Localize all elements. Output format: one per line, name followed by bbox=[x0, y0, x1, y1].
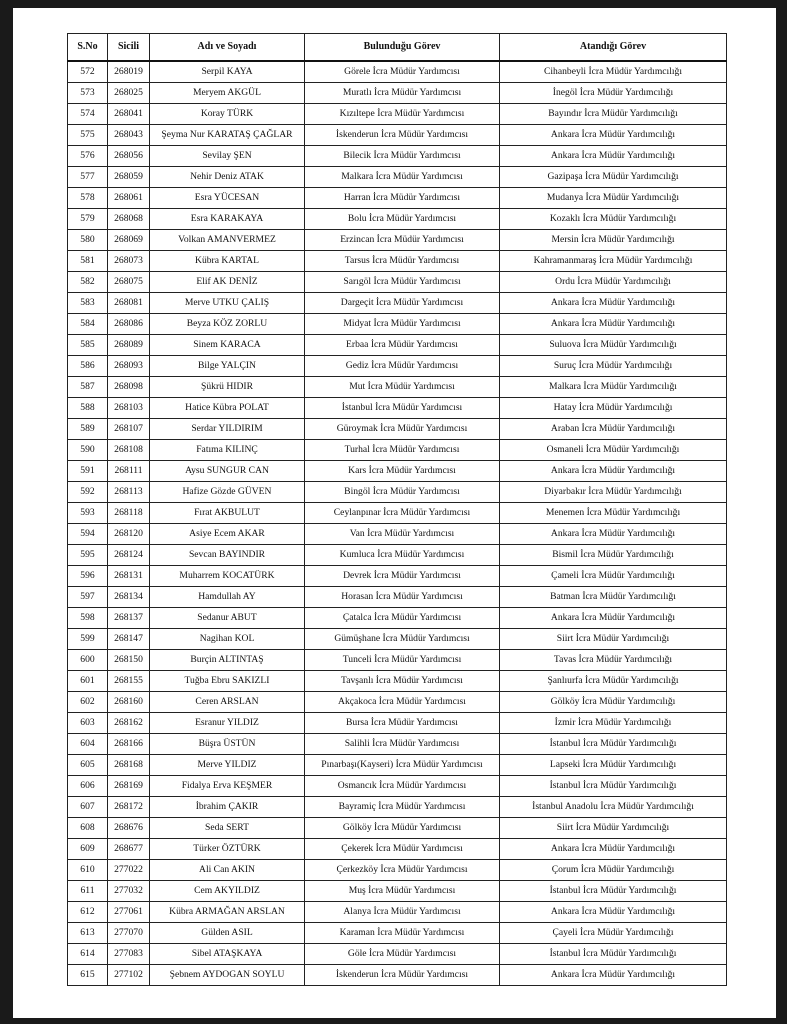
table-row bbox=[68, 797, 727, 818]
cell-name: Esra KARAKAYA bbox=[150, 209, 305, 230]
cell-sicil: 268069 bbox=[108, 230, 150, 251]
cell-assigned-post: Cihanbeyli İcra Müdür Yardımcılığı bbox=[500, 61, 727, 83]
cell-sno: 594 bbox=[68, 524, 108, 545]
cell-assigned-post: Ankara İcra Müdür Yardımcılığı bbox=[500, 146, 727, 167]
cell-sno: 581 bbox=[68, 251, 108, 272]
cell-assigned-post: Çayeli İcra Müdür Yardımcılığı bbox=[500, 923, 727, 944]
cell-assigned-post: Kozaklı İcra Müdür Yardımcılığı bbox=[500, 209, 727, 230]
cell-sicil: 268134 bbox=[108, 587, 150, 608]
cell-current-post: Bursa İcra Müdür Yardımcısı bbox=[305, 713, 500, 734]
cell-sno: 601 bbox=[68, 671, 108, 692]
cell-sicil: 277102 bbox=[108, 965, 150, 986]
table-row bbox=[68, 566, 727, 587]
cell-sno: 613 bbox=[68, 923, 108, 944]
cell-assigned-post: Ankara İcra Müdür Yardımcılığı bbox=[500, 314, 727, 335]
cell-assigned-post: Mudanya İcra Müdür Yardımcılığı bbox=[500, 188, 727, 209]
cell-assigned-post: Menemen İcra Müdür Yardımcılığı bbox=[500, 503, 727, 524]
table-row bbox=[68, 419, 727, 440]
table-row bbox=[68, 125, 727, 146]
cell-sno: 595 bbox=[68, 545, 108, 566]
cell-assigned-post: Suruç İcra Müdür Yardımcılığı bbox=[500, 356, 727, 377]
cell-sno: 591 bbox=[68, 461, 108, 482]
header-sno: S.No bbox=[68, 34, 108, 62]
table-row bbox=[68, 83, 727, 104]
cell-name: Bilge YALÇIN bbox=[150, 356, 305, 377]
cell-assigned-post: Çorum İcra Müdür Yardımcılığı bbox=[500, 860, 727, 881]
cell-sicil: 268073 bbox=[108, 251, 150, 272]
table-row bbox=[68, 671, 727, 692]
table-row bbox=[68, 188, 727, 209]
table-row bbox=[68, 461, 727, 482]
cell-assigned-post: İzmir İcra Müdür Yardımcılığı bbox=[500, 713, 727, 734]
document-page bbox=[13, 8, 776, 1018]
cell-current-post: İskenderun İcra Müdür Yardımcısı bbox=[305, 125, 500, 146]
cell-sno: 592 bbox=[68, 482, 108, 503]
cell-sno: 609 bbox=[68, 839, 108, 860]
cell-sicil: 268120 bbox=[108, 524, 150, 545]
cell-current-post: Malkara İcra Müdür Yardımcısı bbox=[305, 167, 500, 188]
cell-sicil: 277083 bbox=[108, 944, 150, 965]
cell-current-post: Osmancık İcra Müdür Yardımcısı bbox=[305, 776, 500, 797]
cell-sicil: 268676 bbox=[108, 818, 150, 839]
cell-sno: 610 bbox=[68, 860, 108, 881]
cell-sno: 612 bbox=[68, 902, 108, 923]
cell-assigned-post: Ankara İcra Müdür Yardımcılığı bbox=[500, 125, 727, 146]
cell-current-post: Kars İcra Müdür Yardımcısı bbox=[305, 461, 500, 482]
cell-name: Ali Can AKIN bbox=[150, 860, 305, 881]
cell-current-post: Bingöl İcra Müdür Yardımcısı bbox=[305, 482, 500, 503]
cell-current-post: Kumluca İcra Müdür Yardımcısı bbox=[305, 545, 500, 566]
cell-name: Hamdullah AY bbox=[150, 587, 305, 608]
table-row bbox=[68, 356, 727, 377]
table-row bbox=[68, 692, 727, 713]
cell-sno: 574 bbox=[68, 104, 108, 125]
cell-sicil: 268103 bbox=[108, 398, 150, 419]
cell-name: Elif AK DENİZ bbox=[150, 272, 305, 293]
cell-sicil: 268089 bbox=[108, 335, 150, 356]
cell-assigned-post: Gölköy İcra Müdür Yardımcılığı bbox=[500, 692, 727, 713]
cell-assigned-post: Şanlıurfa İcra Müdür Yardımcılığı bbox=[500, 671, 727, 692]
table-row bbox=[68, 650, 727, 671]
table-row bbox=[68, 398, 727, 419]
cell-current-post: Kızıltepe İcra Müdür Yardımcısı bbox=[305, 104, 500, 125]
cell-sno: 596 bbox=[68, 566, 108, 587]
cell-name: Hatice Kübra POLAT bbox=[150, 398, 305, 419]
cell-name: Burçin ALTINTAŞ bbox=[150, 650, 305, 671]
cell-sicil: 268131 bbox=[108, 566, 150, 587]
cell-sno: 584 bbox=[68, 314, 108, 335]
cell-name: Türker ÖZTÜRK bbox=[150, 839, 305, 860]
cell-current-post: Göle İcra Müdür Yardımcısı bbox=[305, 944, 500, 965]
cell-sno: 587 bbox=[68, 377, 108, 398]
cell-current-post: Sarıgöl İcra Müdür Yardımcısı bbox=[305, 272, 500, 293]
table-row bbox=[68, 944, 727, 965]
cell-name: Esranur YILDIZ bbox=[150, 713, 305, 734]
cell-name: Koray TÜRK bbox=[150, 104, 305, 125]
cell-current-post: Akçakoca İcra Müdür Yardımcısı bbox=[305, 692, 500, 713]
cell-sicil: 268150 bbox=[108, 650, 150, 671]
cell-sicil: 268075 bbox=[108, 272, 150, 293]
table-row bbox=[68, 209, 727, 230]
cell-current-post: Salihli İcra Müdür Yardımcısı bbox=[305, 734, 500, 755]
cell-sno: 607 bbox=[68, 797, 108, 818]
cell-sicil: 268041 bbox=[108, 104, 150, 125]
cell-sno: 608 bbox=[68, 818, 108, 839]
cell-current-post: Çerkezköy İcra Müdür Yardımcısı bbox=[305, 860, 500, 881]
table-row bbox=[68, 587, 727, 608]
cell-name: Gülden ASIL bbox=[150, 923, 305, 944]
table-row bbox=[68, 272, 727, 293]
cell-assigned-post: Suluova İcra Müdür Yardımcılığı bbox=[500, 335, 727, 356]
cell-current-post: İstanbul İcra Müdür Yardımcısı bbox=[305, 398, 500, 419]
table-body bbox=[68, 61, 727, 986]
cell-sicil: 277022 bbox=[108, 860, 150, 881]
cell-sno: 580 bbox=[68, 230, 108, 251]
cell-sicil: 268056 bbox=[108, 146, 150, 167]
cell-sicil: 268043 bbox=[108, 125, 150, 146]
cell-sicil: 268113 bbox=[108, 482, 150, 503]
cell-assigned-post: Tavas İcra Müdür Yardımcılığı bbox=[500, 650, 727, 671]
cell-current-post: Ceylanpınar İcra Müdür Yardımcısı bbox=[305, 503, 500, 524]
table-row bbox=[68, 545, 727, 566]
table-row bbox=[68, 61, 727, 83]
cell-sno: 589 bbox=[68, 419, 108, 440]
cell-name: Asiye Ecem AKAR bbox=[150, 524, 305, 545]
cell-sno: 615 bbox=[68, 965, 108, 986]
cell-sno: 593 bbox=[68, 503, 108, 524]
cell-assigned-post: Lapseki İcra Müdür Yardımcılığı bbox=[500, 755, 727, 776]
cell-assigned-post: Diyarbakır İcra Müdür Yardımcılığı bbox=[500, 482, 727, 503]
cell-current-post: Güroymak İcra Müdür Yardımcısı bbox=[305, 419, 500, 440]
table-row bbox=[68, 755, 727, 776]
cell-current-post: Turhal İcra Müdür Yardımcısı bbox=[305, 440, 500, 461]
table-row bbox=[68, 251, 727, 272]
table-row bbox=[68, 608, 727, 629]
cell-current-post: Gölköy İcra Müdür Yardımcısı bbox=[305, 818, 500, 839]
cell-sicil: 277070 bbox=[108, 923, 150, 944]
cell-sicil: 268019 bbox=[108, 61, 150, 83]
cell-current-post: Gümüşhane İcra Müdür Yardımcısı bbox=[305, 629, 500, 650]
table-row bbox=[68, 335, 727, 356]
cell-assigned-post: Kahramanmaraş İcra Müdür Yardımcılığı bbox=[500, 251, 727, 272]
cell-sno: 611 bbox=[68, 881, 108, 902]
cell-current-post: Çekerek İcra Müdür Yardımcısı bbox=[305, 839, 500, 860]
cell-sicil: 268118 bbox=[108, 503, 150, 524]
cell-name: Beyza KÖZ ZORLU bbox=[150, 314, 305, 335]
cell-sno: 590 bbox=[68, 440, 108, 461]
cell-sno: 602 bbox=[68, 692, 108, 713]
table-row bbox=[68, 839, 727, 860]
cell-sicil: 268086 bbox=[108, 314, 150, 335]
cell-sicil: 268108 bbox=[108, 440, 150, 461]
cell-assigned-post: Ankara İcra Müdür Yardımcılığı bbox=[500, 608, 727, 629]
table-row bbox=[68, 965, 727, 986]
cell-assigned-post: Ankara İcra Müdür Yardımcılığı bbox=[500, 524, 727, 545]
cell-sno: 597 bbox=[68, 587, 108, 608]
cell-sno: 614 bbox=[68, 944, 108, 965]
cell-assigned-post: Ankara İcra Müdür Yardımcılığı bbox=[500, 902, 727, 923]
cell-name: Sevilay ŞEN bbox=[150, 146, 305, 167]
cell-sno: 600 bbox=[68, 650, 108, 671]
cell-sicil: 268677 bbox=[108, 839, 150, 860]
table-row bbox=[68, 902, 727, 923]
cell-name: Fatıma KILINÇ bbox=[150, 440, 305, 461]
cell-sicil: 268160 bbox=[108, 692, 150, 713]
cell-sno: 603 bbox=[68, 713, 108, 734]
cell-name: Muharrem KOCATÜRK bbox=[150, 566, 305, 587]
cell-name: Merve YILDIZ bbox=[150, 755, 305, 776]
cell-sno: 586 bbox=[68, 356, 108, 377]
cell-sicil: 277061 bbox=[108, 902, 150, 923]
cell-current-post: Van İcra Müdür Yardımcısı bbox=[305, 524, 500, 545]
cell-current-post: Harran İcra Müdür Yardımcısı bbox=[305, 188, 500, 209]
cell-current-post: Görele İcra Müdür Yardımcısı bbox=[305, 61, 500, 83]
cell-name: Nehir Deniz ATAK bbox=[150, 167, 305, 188]
cell-current-post: Dargeçit İcra Müdür Yardımcısı bbox=[305, 293, 500, 314]
cell-current-post: Bayramiç İcra Müdür Yardımcısı bbox=[305, 797, 500, 818]
cell-sno: 577 bbox=[68, 167, 108, 188]
cell-assigned-post: Çameli İcra Müdür Yardımcılığı bbox=[500, 566, 727, 587]
cell-current-post: Karaman İcra Müdür Yardımcısı bbox=[305, 923, 500, 944]
cell-current-post: Devrek İcra Müdür Yardımcısı bbox=[305, 566, 500, 587]
cell-sicil: 268098 bbox=[108, 377, 150, 398]
cell-assigned-post: Bayındır İcra Müdür Yardımcılığı bbox=[500, 104, 727, 125]
cell-sno: 583 bbox=[68, 293, 108, 314]
cell-assigned-post: İstanbul İcra Müdür Yardımcılığı bbox=[500, 944, 727, 965]
cell-sicil: 268162 bbox=[108, 713, 150, 734]
cell-sicil: 268068 bbox=[108, 209, 150, 230]
cell-name: Esra YÜCESAN bbox=[150, 188, 305, 209]
cell-sno: 575 bbox=[68, 125, 108, 146]
cell-assigned-post: Mersin İcra Müdür Yardımcılığı bbox=[500, 230, 727, 251]
cell-sicil: 268137 bbox=[108, 608, 150, 629]
header-sicil: Sicili bbox=[108, 34, 150, 62]
cell-sno: 578 bbox=[68, 188, 108, 209]
cell-name: Şeyma Nur KARATAŞ ÇAĞLAR bbox=[150, 125, 305, 146]
cell-current-post: İskenderun İcra Müdür Yardımcısı bbox=[305, 965, 500, 986]
cell-sicil: 268107 bbox=[108, 419, 150, 440]
cell-sicil: 268155 bbox=[108, 671, 150, 692]
cell-sno: 605 bbox=[68, 755, 108, 776]
cell-name: Kübra ARMAĞAN ARSLAN bbox=[150, 902, 305, 923]
cell-current-post: Tavşanlı İcra Müdür Yardımcısı bbox=[305, 671, 500, 692]
cell-assigned-post: Bismil İcra Müdür Yardımcılığı bbox=[500, 545, 727, 566]
cell-name: Sedanur ABUT bbox=[150, 608, 305, 629]
cell-name: İbrahim ÇAKIR bbox=[150, 797, 305, 818]
cell-name: Meryem AKGÜL bbox=[150, 83, 305, 104]
cell-assigned-post: Siirt İcra Müdür Yardımcılığı bbox=[500, 818, 727, 839]
cell-sno: 573 bbox=[68, 83, 108, 104]
cell-current-post: Muratlı İcra Müdür Yardımcısı bbox=[305, 83, 500, 104]
cell-assigned-post: Siirt İcra Müdür Yardımcılığı bbox=[500, 629, 727, 650]
cell-assigned-post: İnegöl İcra Müdür Yardımcılığı bbox=[500, 83, 727, 104]
cell-sno: 576 bbox=[68, 146, 108, 167]
table-row bbox=[68, 146, 727, 167]
cell-name: Serpil KAYA bbox=[150, 61, 305, 83]
cell-sicil: 277032 bbox=[108, 881, 150, 902]
cell-current-post: Bolu İcra Müdür Yardımcısı bbox=[305, 209, 500, 230]
cell-sicil: 268111 bbox=[108, 461, 150, 482]
cell-name: Serdar YILDIRIM bbox=[150, 419, 305, 440]
cell-sno: 604 bbox=[68, 734, 108, 755]
table-header-row bbox=[68, 34, 727, 62]
table-row bbox=[68, 503, 727, 524]
table-row bbox=[68, 230, 727, 251]
table-row bbox=[68, 377, 727, 398]
cell-name: Tuğba Ebru SAKIZLI bbox=[150, 671, 305, 692]
cell-name: Seda SERT bbox=[150, 818, 305, 839]
table-row bbox=[68, 104, 727, 125]
cell-sno: 579 bbox=[68, 209, 108, 230]
cell-current-post: Tunceli İcra Müdür Yardımcısı bbox=[305, 650, 500, 671]
table-row bbox=[68, 860, 727, 881]
cell-assigned-post: Malkara İcra Müdür Yardımcılığı bbox=[500, 377, 727, 398]
table-row bbox=[68, 776, 727, 797]
cell-name: Ceren ARSLAN bbox=[150, 692, 305, 713]
cell-current-post: Horasan İcra Müdür Yardımcısı bbox=[305, 587, 500, 608]
table-row bbox=[68, 713, 727, 734]
cell-name: Cem AKYILDIZ bbox=[150, 881, 305, 902]
table-row bbox=[68, 818, 727, 839]
table-row bbox=[68, 167, 727, 188]
cell-current-post: Erzincan İcra Müdür Yardımcısı bbox=[305, 230, 500, 251]
cell-name: Sibel ATAŞKAYA bbox=[150, 944, 305, 965]
cell-current-post: Mut İcra Müdür Yardımcısı bbox=[305, 377, 500, 398]
cell-sno: 598 bbox=[68, 608, 108, 629]
cell-sicil: 268081 bbox=[108, 293, 150, 314]
cell-sno: 606 bbox=[68, 776, 108, 797]
cell-current-post: Tarsus İcra Müdür Yardımcısı bbox=[305, 251, 500, 272]
table-row bbox=[68, 314, 727, 335]
cell-assigned-post: Gazipaşa İcra Müdür Yardımcılığı bbox=[500, 167, 727, 188]
cell-sicil: 268025 bbox=[108, 83, 150, 104]
cell-name: Şebnem AYDOGAN SOYLU bbox=[150, 965, 305, 986]
table-row bbox=[68, 923, 727, 944]
cell-assigned-post: Hatay İcra Müdür Yardımcılığı bbox=[500, 398, 727, 419]
table-row bbox=[68, 881, 727, 902]
cell-sicil: 268059 bbox=[108, 167, 150, 188]
cell-name: Fidalya Erva KEŞMER bbox=[150, 776, 305, 797]
cell-sicil: 268166 bbox=[108, 734, 150, 755]
cell-sicil: 268147 bbox=[108, 629, 150, 650]
cell-sicil: 268169 bbox=[108, 776, 150, 797]
cell-assigned-post: Ankara İcra Müdür Yardımcılığı bbox=[500, 965, 727, 986]
cell-name: Kübra KARTAL bbox=[150, 251, 305, 272]
cell-sicil: 268124 bbox=[108, 545, 150, 566]
header-current-post: Bulunduğu Görev bbox=[305, 34, 500, 62]
table-row bbox=[68, 293, 727, 314]
table-row bbox=[68, 482, 727, 503]
cell-assigned-post: İstanbul İcra Müdür Yardımcılığı bbox=[500, 881, 727, 902]
cell-name: Sevcan BAYINDIR bbox=[150, 545, 305, 566]
cell-name: Şükrü HIDIR bbox=[150, 377, 305, 398]
cell-current-post: Erbaa İcra Müdür Yardımcısı bbox=[305, 335, 500, 356]
cell-sicil: 268172 bbox=[108, 797, 150, 818]
cell-current-post: Muş İcra Müdür Yardımcısı bbox=[305, 881, 500, 902]
cell-assigned-post: Batman İcra Müdür Yardımcılığı bbox=[500, 587, 727, 608]
cell-sicil: 268061 bbox=[108, 188, 150, 209]
cell-name: Volkan AMANVERMEZ bbox=[150, 230, 305, 251]
cell-assigned-post: Ordu İcra Müdür Yardımcılığı bbox=[500, 272, 727, 293]
table-row bbox=[68, 440, 727, 461]
cell-current-post: Pınarbaşı(Kayseri) İcra Müdür Yardımcısı bbox=[305, 755, 500, 776]
cell-assigned-post: Ankara İcra Müdür Yardımcılığı bbox=[500, 293, 727, 314]
cell-name: Fırat AKBULUT bbox=[150, 503, 305, 524]
table-row bbox=[68, 629, 727, 650]
cell-sno: 572 bbox=[68, 61, 108, 83]
cell-current-post: Bilecik İcra Müdür Yardımcısı bbox=[305, 146, 500, 167]
appointment-table bbox=[67, 33, 727, 986]
cell-current-post: Midyat İcra Müdür Yardımcısı bbox=[305, 314, 500, 335]
header-name: Adı ve Soyadı bbox=[150, 34, 305, 62]
cell-name: Sinem KARACA bbox=[150, 335, 305, 356]
cell-name: Merve UTKU ÇALIŞ bbox=[150, 293, 305, 314]
cell-current-post: Çatalca İcra Müdür Yardımcısı bbox=[305, 608, 500, 629]
header-assigned-post: Atandığı Görev bbox=[500, 34, 727, 62]
cell-sicil: 268093 bbox=[108, 356, 150, 377]
cell-current-post: Gediz İcra Müdür Yardımcısı bbox=[305, 356, 500, 377]
cell-assigned-post: Ankara İcra Müdür Yardımcılığı bbox=[500, 461, 727, 482]
cell-name: Nagihan KOL bbox=[150, 629, 305, 650]
cell-sno: 585 bbox=[68, 335, 108, 356]
cell-name: Hafize Gözde GÜVEN bbox=[150, 482, 305, 503]
table-row bbox=[68, 734, 727, 755]
cell-sno: 599 bbox=[68, 629, 108, 650]
cell-sicil: 268168 bbox=[108, 755, 150, 776]
cell-sno: 582 bbox=[68, 272, 108, 293]
cell-current-post: Alanya İcra Müdür Yardımcısı bbox=[305, 902, 500, 923]
cell-assigned-post: Araban İcra Müdür Yardımcılığı bbox=[500, 419, 727, 440]
cell-assigned-post: İstanbul İcra Müdür Yardımcılığı bbox=[500, 734, 727, 755]
cell-name: Aysu SUNGUR CAN bbox=[150, 461, 305, 482]
cell-assigned-post: İstanbul İcra Müdür Yardımcılığı bbox=[500, 776, 727, 797]
cell-assigned-post: İstanbul Anadolu İcra Müdür Yardımcılığı bbox=[500, 797, 727, 818]
cell-sno: 588 bbox=[68, 398, 108, 419]
table-row bbox=[68, 524, 727, 545]
cell-assigned-post: Ankara İcra Müdür Yardımcılığı bbox=[500, 839, 727, 860]
cell-name: Büşra ÜSTÜN bbox=[150, 734, 305, 755]
cell-assigned-post: Osmaneli İcra Müdür Yardımcılığı bbox=[500, 440, 727, 461]
